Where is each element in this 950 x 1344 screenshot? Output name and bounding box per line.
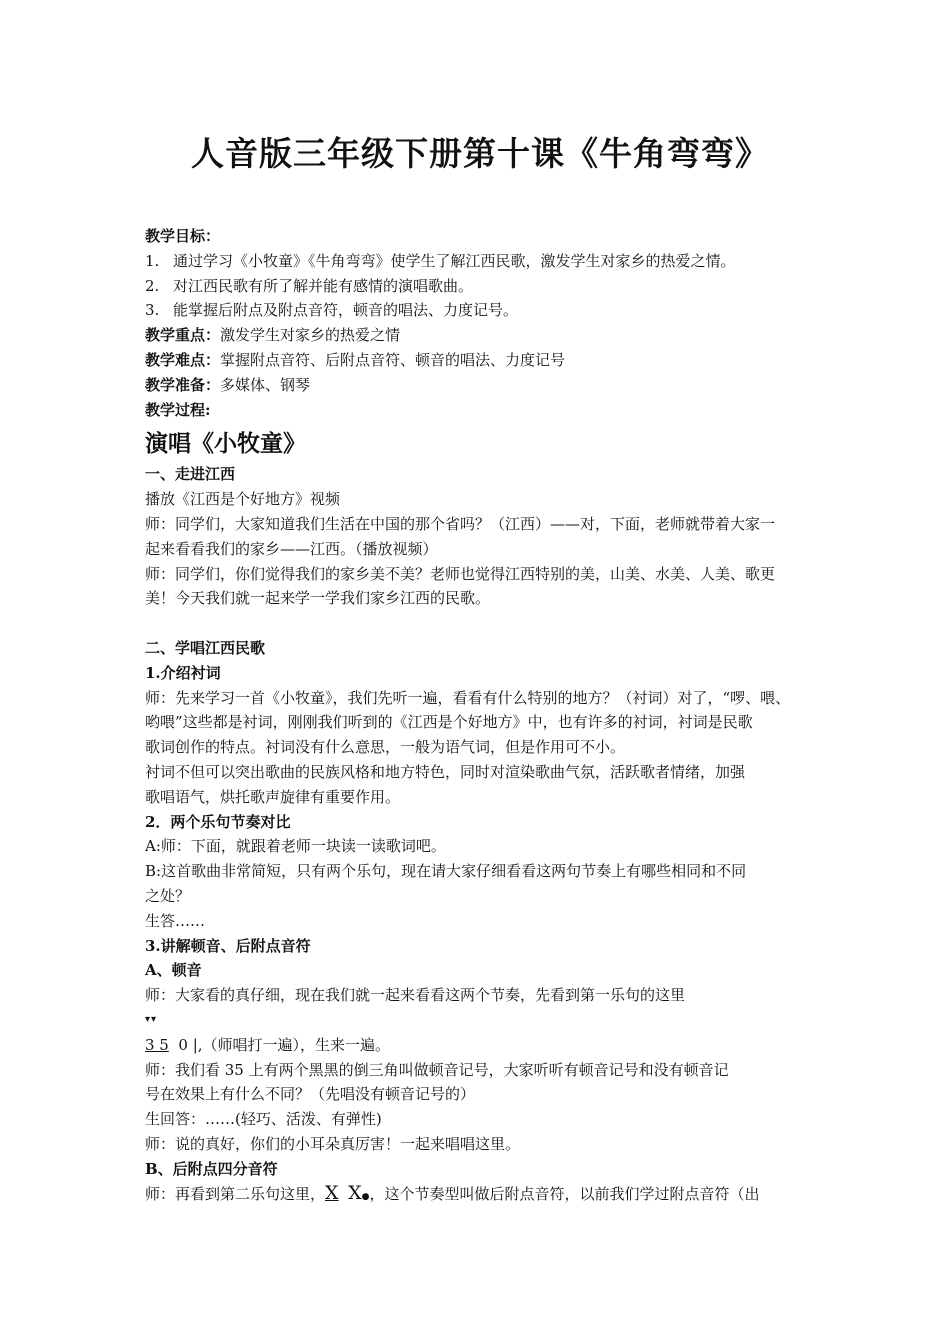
paragraph-line: 号在效果上有什么不同？（先唱没有顿音记号的） (145, 1085, 476, 1104)
rhythm-x1: X (325, 1182, 339, 1205)
objective-item: 1. 通过学习《小牧童》《牛角弯弯》使学生了解江西民歌，激发学生对家乡的热爱之情。 (145, 251, 736, 270)
sub2-title: 2．两个乐句节奏对比 (145, 812, 291, 831)
paragraph-line: B:这首歌曲非常简短，只有两个乐句，现在请大家仔细看看这两句节奏上有哪些相同和不同 (145, 862, 747, 881)
part1-title: 一、走进江西 (145, 465, 236, 484)
paragraph-line: 师：说的真好，你们的小耳朵真厉害！一起来唱唱这里。 (145, 1134, 521, 1153)
rhythm-rest: 0 |, (168, 1035, 203, 1054)
paragraph-line: 播放《江西是个好地方》视频 (145, 490, 341, 509)
paragraph-line: 起来看看我们的家乡——江西。（播放视频） (145, 539, 438, 558)
process-label: 教学过程: (145, 400, 211, 419)
preparation: 教学准备：多媒体、钢琴 (145, 375, 311, 394)
rhythm-notation: 3 5 0 |,（师唱打一遍），生来一遍。 (145, 1035, 391, 1054)
sub3b-title: B、后附点四分音符 (145, 1159, 278, 1178)
paragraph-line: 生回答：……(轻巧、活泼、有弹性) (145, 1110, 382, 1129)
dot-icon: ● (361, 1192, 370, 1203)
section-title: 演唱《小牧童》 (145, 430, 306, 458)
paragraph-line: 师：同学们，你们觉得我们的家乡美不美？老师也觉得江西特别的美，山美、水美、人美、歌更 (145, 564, 776, 583)
part2-title: 二、学唱江西民歌 (145, 638, 266, 657)
paragraph-line: 生答…… (145, 911, 206, 930)
paragraph-line: 歌唱语气，烘托歌声旋律有重要作用。 (145, 787, 401, 806)
paragraph-line: 歌词创作的特点。衬词没有什么意思，一般为语气词，但是作用可不小。 (145, 738, 626, 757)
paragraph-line: A:师：下面，就跟着老师一块读一读歌词吧。 (145, 837, 446, 856)
sub3a-title: A、顿音 (145, 961, 202, 980)
rhythm-x2: X (348, 1182, 362, 1205)
objective-item: 2. 对江西民歌有所了解并能有感情的演唱歌曲。 (145, 276, 474, 295)
objectives-label: 教学目标： (145, 227, 221, 245)
staccato-marks: ▾▾ (145, 1013, 158, 1025)
paragraph-line: 衬词不但可以突出歌曲的民族风格和地方特色，同时对渲染歌曲气氛，活跃歌者情绪，加强 (145, 762, 746, 781)
rhythm-notes: 3 5 (145, 1035, 169, 1054)
paragraph-line: 师：大家看的真仔细，现在我们就一起来看看这两个节奏，先看到第一乐句的这里 (145, 986, 686, 1005)
key-point: 教学重点：激发学生对家乡的热爱之情 (145, 326, 401, 345)
paragraph-line: 之处？ (145, 886, 191, 905)
difficulty-point: 教学难点：掌握附点音符、后附点音符、顿音的唱法、力度记号 (145, 350, 566, 369)
document-body (145, 224, 815, 1206)
blank-line (145, 611, 815, 636)
paragraph-line: 师：同学们，大家知道我们生活在中国的那个省吗？（江西）——对，下面，老师就带着大家一 (145, 514, 776, 533)
sub1-title: 1.介绍衬词 (145, 663, 221, 682)
objective-item: 3. 能掌握后附点及附点音符，顿音的唱法、力度记号。 (145, 301, 519, 320)
paragraph-line: 哟喂”这些都是衬词，刚刚我们听到的《江西是个好地方》中，也有许多的衬词，衬词是民歌 (145, 713, 753, 732)
sub3-title: 3.讲解顿音、后附点音符 (145, 936, 311, 955)
paragraph-line: 师：先来学习一首《小牧童》，我们先听一遍，看看有什么特别的地方？（衬词）对了，“啰、喂、 (145, 688, 791, 707)
paragraph-line: 师：再看到第二乐句这里，X X●，这个节奏型叫做后附点音符，以前我们学过附点音符（出 (145, 1182, 760, 1205)
document-title: 人音版三年级下册第十课《牛角弯弯》 (191, 134, 769, 173)
paragraph-line: 师：我们看 35 上有两个黑黑的倒三角叫做顿音记号，大家听听有顿音记号和没有顿音记 (145, 1060, 729, 1079)
paragraph-line: 美！今天我们就一起来学一学我们家乡江西的民歌。 (145, 589, 491, 608)
